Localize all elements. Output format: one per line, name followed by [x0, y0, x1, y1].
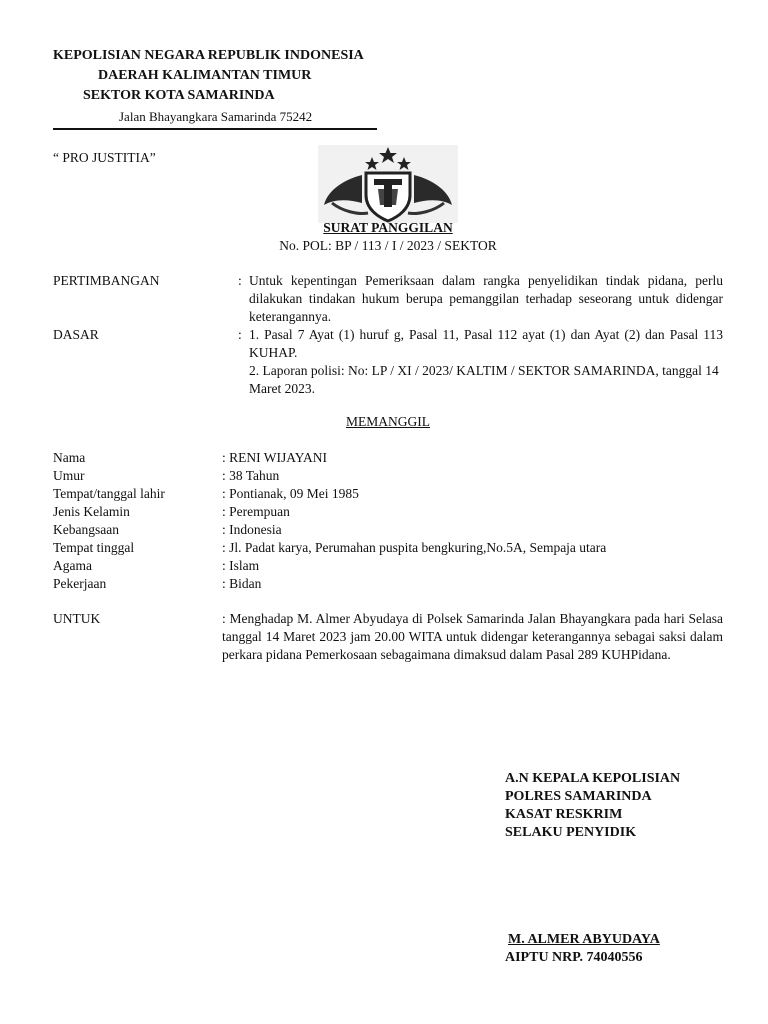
- field-label-tempat-tinggal: Tempat tinggal: [53, 540, 135, 555]
- field-value-jenis-kelamin: : Perempuan: [222, 504, 290, 519]
- dasar-item-1: 1. Pasal 7 Ayat (1) huruf g, Pasal 11, Pasal 112 ayat (1) dan Ayat (2) dan Pasal 113 KUHAP.: [249, 327, 723, 360]
- field-value-agama: : Islam: [222, 558, 260, 573]
- signature-line-2: POLRES SAMARINDA: [505, 789, 652, 804]
- field-label-agama: Agama: [53, 558, 92, 573]
- untuk-label: UNTUK: [53, 611, 101, 626]
- signature-line-4: SELAKU PENYIDIK: [505, 825, 637, 840]
- letterhead-line-2: DAERAH KALIMANTAN TIMUR: [98, 68, 312, 83]
- signatory-rank: AIPTU NRP. 74040556: [505, 950, 643, 965]
- pro-justitia: “ PRO JUSTITIA”: [53, 150, 156, 165]
- signature-line-3: KASAT RESKRIM: [505, 807, 623, 822]
- dasar-item-2: 2. Laporan polisi: No: LP / XI / 2023/ KALTIM / SEKTOR SAMARINDA, tanggal 14 Maret 2023.: [249, 363, 719, 396]
- field-label-nama: Nama: [53, 450, 86, 465]
- police-emblem-icon: [318, 145, 458, 223]
- field-value-pekerjaan: : Bidan: [222, 576, 262, 591]
- dasar-colon: :: [238, 327, 242, 342]
- field-label-tempat-tanggal-lahir: Tempat/tanggal lahir: [53, 486, 165, 501]
- document-title: SURAT PANGGILAN: [323, 220, 453, 235]
- letterhead-line-3: SEKTOR KOTA SAMARINDA: [83, 88, 275, 103]
- letterhead-address: Jalan Bhayangkara Samarinda 75242: [119, 109, 313, 124]
- letterhead-line-1: KEPOLISIAN NEGARA REPUBLIK INDONESIA: [53, 48, 364, 63]
- pertimbangan-label: PERTIMBANGAN: [53, 273, 160, 288]
- field-label-pekerjaan: Pekerjaan: [53, 576, 107, 591]
- field-label-jenis-kelamin: Jenis Kelamin: [53, 504, 130, 519]
- untuk-text: : Menghadap M. Almer Abyudaya di Polsek Samarinda Jalan Bhayangkara pada hari Selasa tanggal 14 Maret 2023 jam 20.00 WITA untuk didengar keterangannya sebagai saksi dalam perkara pidana Pemerkosaan sebagaimana dimaksud dalam Pasal 289 KUHPidana.: [222, 611, 723, 662]
- dasar-label: DASAR: [53, 327, 99, 342]
- memanggil-heading: MEMANGGIL: [346, 414, 430, 429]
- letterhead-divider: [53, 128, 377, 130]
- field-label-kebangsaan: Kebangsaan: [53, 522, 119, 537]
- field-value-umur: : 38 Tahun: [222, 468, 280, 483]
- field-value-tempat-tinggal: : Jl. Padat karya, Perumahan puspita bengkuring,No.5A, Sempaja utara: [222, 540, 607, 555]
- signature-line-1: A.N KEPALA KEPOLISIAN: [505, 771, 681, 786]
- field-label-umur: Umur: [53, 468, 85, 483]
- signatory-name: M. ALMER ABYUDAYA: [508, 932, 660, 947]
- pertimbangan-text: Untuk kepentingan Pemeriksaan dalam rangka penyelidikan tindak pidana, perlu dilakukan tindakan hukum berupa pemanggilan terhadap seseorang untuk didengar keterangannya.: [249, 273, 723, 324]
- document-number: No. POL: BP / 113 / I / 2023 / SEKTOR: [279, 238, 497, 253]
- pertimbangan-colon: :: [238, 273, 242, 288]
- field-value-nama: : RENI WIJAYANI: [222, 450, 328, 465]
- field-value-tempat-tanggal-lahir: : Pontianak, 09 Mei 1985: [222, 486, 359, 501]
- field-value-kebangsaan: : Indonesia: [222, 522, 282, 537]
